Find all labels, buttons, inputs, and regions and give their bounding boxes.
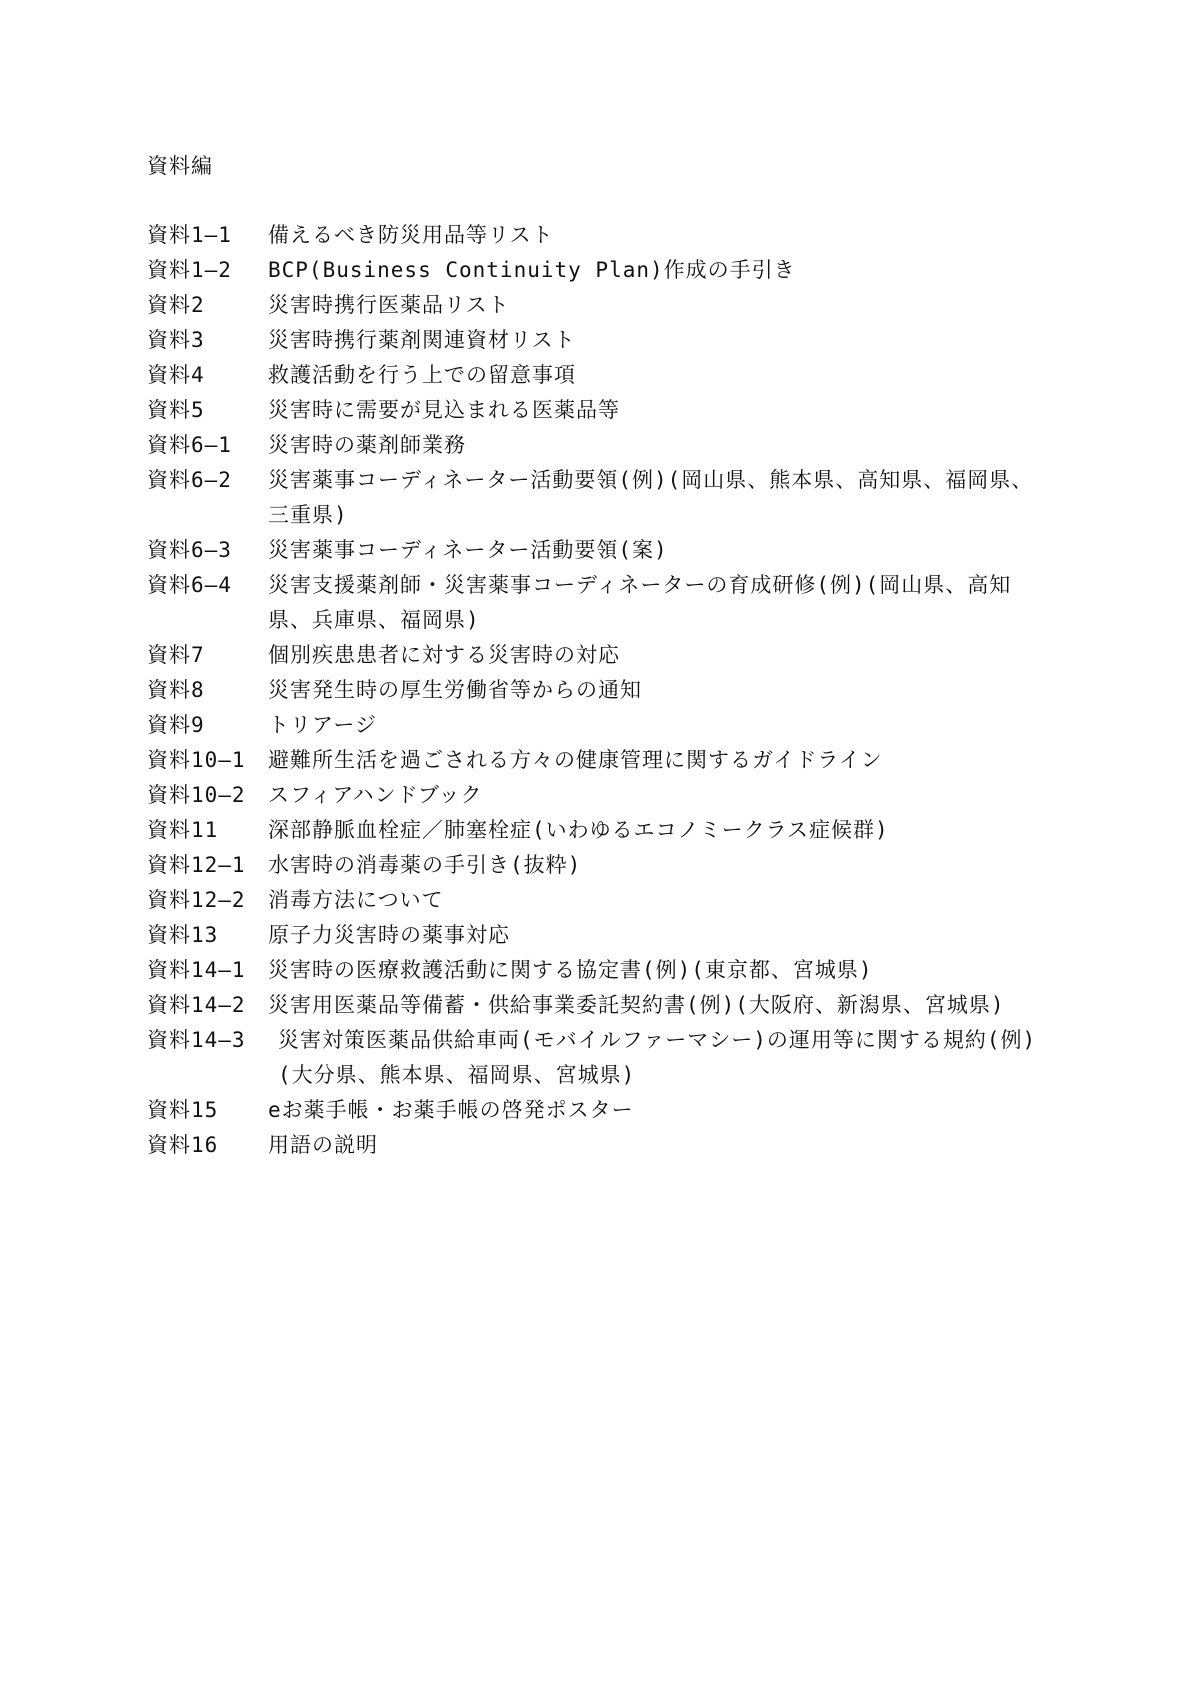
toc-entry-label: 資料14—1: [147, 958, 246, 982]
toc-entry-title: 災害薬事コーディネーター活動要領(例)(岡山県、熊本県、高知県、福岡県、三重県): [268, 468, 1034, 527]
toc-entry-label: 資料14—2: [147, 993, 246, 1017]
toc-entry-label: 資料12—1: [147, 853, 246, 877]
toc-entry: [147, 393, 1047, 428]
toc-entry-title: 災害時携行薬剤関連資材リスト: [268, 328, 576, 352]
toc-entry-title: 災害薬事コーディネーター活動要領(案): [268, 538, 668, 562]
toc-entry-title: 避難所生活を過ごされる方々の健康管理に関するガイドライン: [268, 748, 883, 772]
toc-entry-title: BCP(Business Continuity Plan)作成の手引き: [268, 258, 796, 282]
toc-entry-label: 資料5: [147, 398, 205, 422]
toc-entry: [147, 253, 1047, 288]
toc-entry-label: 資料15: [147, 1098, 219, 1122]
toc-entry-title: 災害時の医療救護活動に関する協定書(例)(東京都、宮城県): [268, 958, 873, 982]
toc-entry: [147, 848, 1047, 883]
toc-entry-title: 備えるべき防災用品等リスト: [268, 223, 554, 247]
toc-entry: [147, 708, 1047, 743]
toc-entry: [147, 218, 1047, 253]
toc-entry-label: 資料6—1: [147, 433, 232, 457]
toc-entry: [147, 953, 1047, 988]
toc-entry-label: 資料10—1: [147, 748, 246, 772]
toc-entry-title: 原子力災害時の薬事対応: [268, 923, 510, 947]
toc-entry-label: 資料6—2: [147, 468, 232, 492]
toc-entry-title: 消毒方法について: [268, 888, 444, 912]
toc-entry-title: 救護活動を行う上での留意事項: [268, 363, 576, 387]
toc-entry-title: 災害支援薬剤師・災害薬事コーディネーターの育成研修(例)(岡山県、高知県、兵庫県、福岡県): [268, 573, 1012, 632]
toc-entry-label: 資料6—4: [147, 573, 232, 597]
toc-entry-label: 資料2: [147, 293, 205, 317]
toc-entry: [147, 918, 1047, 953]
toc-entry-label: 資料8: [147, 678, 205, 702]
toc-entry-label: 資料7: [147, 643, 205, 667]
toc-entry-label: 資料16: [147, 1133, 219, 1157]
toc-entry-title: 災害時に需要が見込まれる医薬品等: [268, 398, 620, 422]
toc-entry: [147, 428, 1047, 463]
toc-entry-label: 資料9: [147, 713, 205, 737]
toc-entry-label: 資料12—2: [147, 888, 246, 912]
toc-entry-title: スフィアハンドブック: [268, 783, 483, 807]
toc-entry: [147, 743, 1047, 778]
toc-entry: [147, 288, 1047, 323]
toc-entry-title: eお薬手帳・お薬手帳の啓発ポスター: [268, 1098, 634, 1122]
toc-entry-title: 用語の説明: [268, 1133, 378, 1157]
toc-entry: [147, 778, 1047, 813]
toc-entry: [147, 1023, 1047, 1093]
toc-entry-label: 資料1—1: [147, 223, 232, 247]
toc-entry-title: 災害発生時の厚生労働省等からの通知: [268, 678, 642, 702]
toc-entry-title: 個別疾患患者に対する災害時の対応: [268, 643, 620, 667]
toc-entry-label: 資料4: [147, 363, 205, 387]
toc-entry-title: 災害時携行医薬品リスト: [268, 293, 510, 317]
toc-entry-title: 災害対策医薬品供給車両(モバイルファーマシー)の運用等に関する規約(例)(大分県、熊本県、福岡県、宮城県): [278, 1028, 1037, 1087]
toc-entry-label: 資料1—2: [147, 258, 232, 282]
toc-entry: [147, 568, 1047, 638]
toc-entry: [147, 1093, 1047, 1128]
toc-entry-label: 資料3: [147, 328, 205, 352]
toc-entry-title: 災害時の薬剤師業務: [268, 433, 466, 457]
toc-entry-label: 資料14—3: [147, 1028, 246, 1052]
toc-entry-label: 資料13: [147, 923, 219, 947]
toc-entry-label: 資料11: [147, 818, 219, 842]
toc-entry: [147, 323, 1047, 358]
toc-entry-label: 資料6—3: [147, 538, 232, 562]
toc-entry: [147, 533, 1047, 568]
toc-entry-title: トリアージ: [268, 713, 377, 737]
toc-entry: [147, 673, 1047, 708]
toc-entry: [147, 988, 1047, 1023]
toc-entry: [147, 463, 1047, 533]
table-of-contents: [147, 218, 1047, 1163]
toc-entry: [147, 883, 1047, 918]
toc-entry-title: 深部静脈血栓症／肺塞栓症(いわゆるエコノミークラス症候群): [268, 818, 889, 842]
toc-entry-title: 災害用医薬品等備蓄・供給事業委託契約書(例)(大阪府、新潟県、宮城県): [268, 993, 1005, 1017]
toc-entry-title: 水害時の消毒薬の手引き(抜粋): [268, 853, 582, 877]
page-title: 資料編: [147, 154, 213, 178]
toc-entry: [147, 1128, 1047, 1163]
toc-entry: [147, 813, 1047, 848]
toc-entry: [147, 358, 1047, 393]
toc-entry-label: 資料10—2: [147, 783, 246, 807]
toc-entry: [147, 638, 1047, 673]
